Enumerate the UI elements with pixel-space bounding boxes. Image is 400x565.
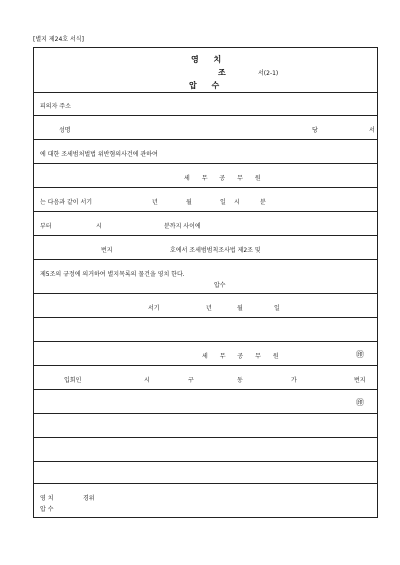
legal-clause-sub: 압수: [214, 282, 226, 289]
row-case: [34, 140, 377, 164]
title-line-1: 영 치: [191, 55, 228, 64]
reason-line-1: 영 치: [40, 495, 54, 502]
seizure-clause: 호에서 조세범범칙조사법 제2조 및: [170, 247, 261, 254]
row-officer-1: [34, 164, 377, 188]
name-suffix-2: 서: [369, 127, 375, 134]
case-line: 에 대한 조세범처벌법 위반혐의사건에 관하여: [40, 151, 158, 158]
witness-dong: 동: [237, 377, 243, 384]
seizure-form: [33, 47, 378, 518]
witness-bunji: 번지: [354, 377, 366, 384]
year-label: 년: [152, 199, 158, 206]
row-witness: [34, 366, 377, 390]
seal-mark-1: ㊞: [356, 350, 364, 359]
legal-clause: 제5조의 규정에 의거하여 별지목록의 물건을 영치 한다.: [40, 271, 185, 278]
row-address: [34, 236, 377, 260]
suspect-address-label: 피의자 주소: [40, 103, 71, 110]
date-year: 년: [206, 305, 212, 312]
seal-mark-2: ㊞: [356, 398, 364, 407]
witness-ga: 가: [291, 377, 297, 384]
form-number: [별지 제24호 서식]: [33, 36, 84, 43]
row-time-range: [34, 212, 377, 236]
document-number: 서(2-1): [258, 70, 279, 77]
to-hour-label: 시: [96, 223, 102, 230]
reason-label: 경위: [83, 495, 95, 502]
title-line-3: 압 수: [189, 81, 226, 90]
minute-label: 분: [260, 199, 266, 206]
witness-gu: 구: [188, 377, 194, 384]
row-name: [34, 116, 377, 140]
row-datetime: [34, 188, 377, 212]
row-blank-4: [34, 462, 377, 484]
datetime-prefix: 는 다음과 같이 서기: [40, 199, 93, 206]
officer-title-2: 세 무 공 무 원: [202, 353, 284, 360]
row-witness-seal: [34, 390, 377, 414]
address-bunji-label: 번지: [101, 247, 113, 254]
name-suffix-1: 당: [312, 127, 318, 134]
row-legal-clause: [34, 260, 377, 294]
date-prefix: 서기: [148, 305, 160, 312]
name-label: 성명: [59, 127, 71, 134]
from-label: 부터: [40, 223, 52, 230]
reason-line-2: 압 수: [40, 506, 54, 513]
officer-title-1: 세 무 공 무 원: [184, 175, 266, 182]
row-blank-1: [34, 318, 377, 342]
day-label: 일: [220, 199, 226, 206]
row-date: [34, 294, 377, 318]
date-month: 월: [237, 305, 243, 312]
month-label: 월: [186, 199, 192, 206]
row-blank-2: [34, 414, 377, 438]
row-officer-2: [34, 342, 377, 366]
to-minute-label: 분까지 사이에: [164, 223, 201, 230]
date-day: 일: [274, 305, 280, 312]
title-line-2: 조: [218, 68, 232, 77]
witness-label: 입회인: [64, 377, 82, 384]
title-block: [34, 48, 377, 93]
row-blank-3: [34, 438, 377, 462]
row-suspect-address: [34, 92, 377, 116]
hour-label: 시: [234, 199, 240, 206]
witness-city: 시: [144, 377, 150, 384]
